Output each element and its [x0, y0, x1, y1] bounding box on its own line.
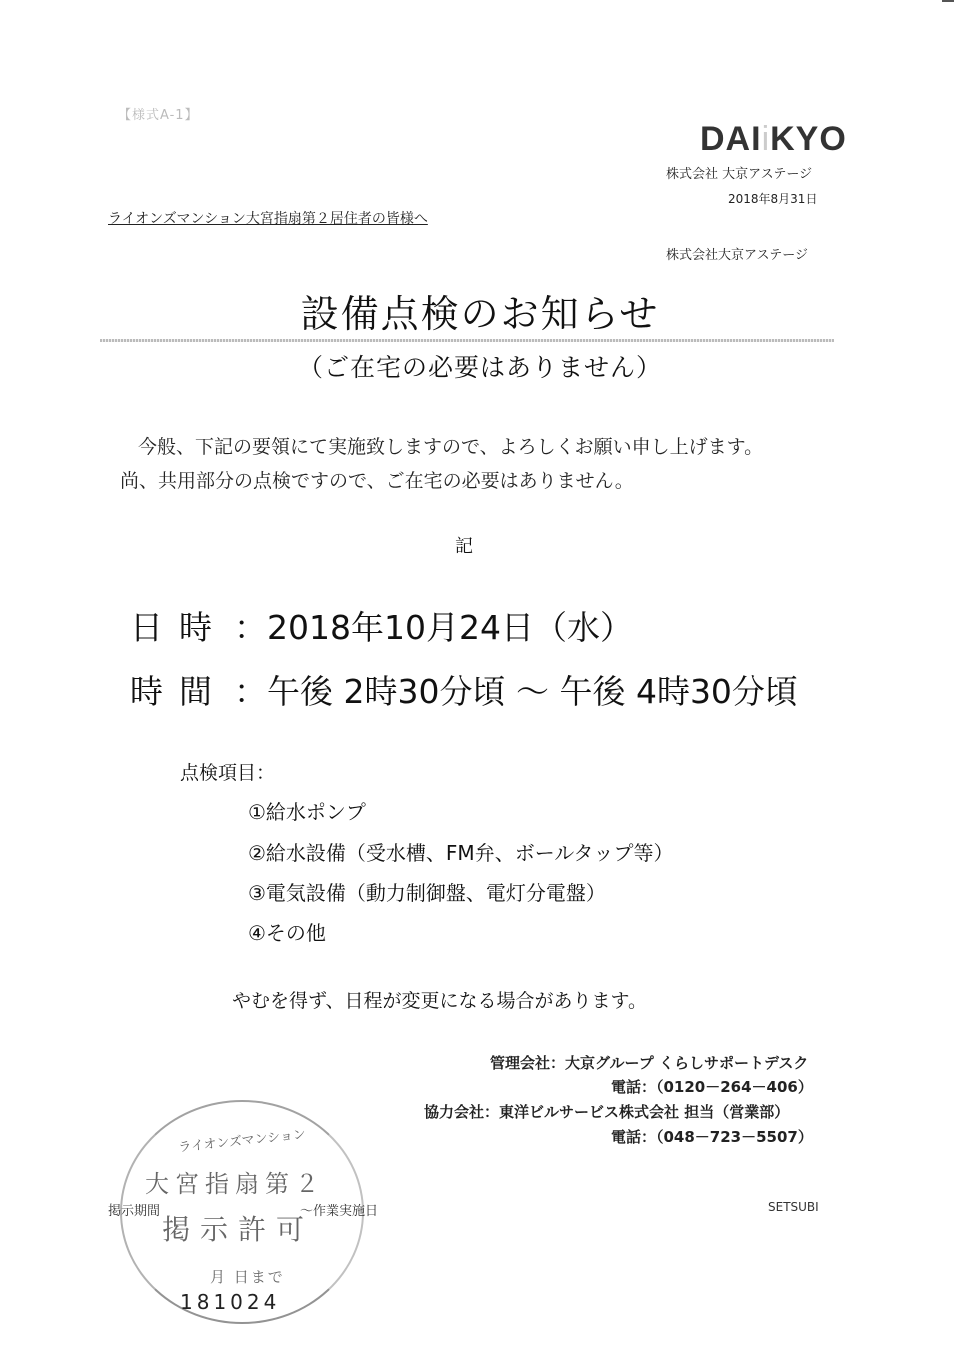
date-label: 日時 — [130, 608, 228, 647]
logo-i-icon: i — [761, 120, 771, 158]
partner-company: 協力会社：東洋ビルサービス株式会社 担当（営業部） — [424, 1103, 790, 1121]
inspection-item: ③電気設備（動力制御盤、電灯分電盤） — [248, 881, 606, 905]
date-value: ：2018年10月24日（水） — [234, 608, 633, 647]
stamp-number: 181024 — [180, 1290, 281, 1314]
document-date: 2018年8月31日 — [728, 192, 818, 206]
inspection-item: ②給水設備（受水槽、FM弁、ボールタップ等） — [248, 841, 674, 865]
partner-phone: 電話：（048－723－5507） — [611, 1128, 813, 1146]
logo-left: DAI — [700, 120, 762, 158]
management-phone: 電話：（0120－264－406） — [611, 1078, 813, 1096]
addressee: ライオンズマンション大宮指扇第２居住者の皆様へ — [108, 211, 428, 227]
logo-right: KYO — [770, 120, 847, 158]
sender: 株式会社大京アステージ — [666, 248, 808, 263]
title-divider — [100, 339, 834, 342]
schedule-change-notice: やむを得ず、日程が変更になる場合があります。 — [232, 990, 647, 1012]
document-code: SETSUBI — [768, 1200, 819, 1214]
stamp-text-until: 月 日まで — [210, 1268, 285, 1286]
time-value: ：午後 2時30分頃 ～ 午後 4時30分頃 — [234, 672, 798, 711]
posting-period-suffix: ～作業実施日 — [300, 1204, 379, 1219]
inspection-items-label: 点検項目： — [180, 762, 276, 784]
posting-period-label: 掲示期間 — [108, 1204, 161, 1219]
stamp-text-permit: 掲示許可 — [162, 1213, 315, 1246]
body-line-1: 今般、下記の要領にて実施致しますので、よろしくお願い申し上げます。 — [138, 436, 764, 458]
logo-subtitle: 株式会社 大京アステージ — [666, 167, 813, 182]
ki-mark: 記 — [455, 536, 473, 557]
daikyo-logo — [700, 120, 847, 159]
stamp-text-building: ライオンズマンション — [177, 1127, 307, 1156]
stamp-text-name: 大宮指扇第２ — [145, 1170, 325, 1198]
inspection-item: ①給水ポンプ — [248, 800, 366, 824]
form-tag: 【様式A-1】 — [118, 108, 199, 123]
document-subtitle: （ご在宅の必要はありません） — [297, 353, 662, 382]
scan-mark — [942, 0, 954, 2]
management-company: 管理会社：大京グループ くらしサポートデスク — [490, 1054, 809, 1072]
time-label: 時間 — [130, 672, 228, 711]
body-line-2: 尚、共用部分の点検ですので、ご在宅の必要はありません。 — [120, 470, 634, 492]
inspection-item: ④その他 — [248, 921, 326, 945]
document-title: 設備点検のお知らせ — [300, 292, 660, 336]
